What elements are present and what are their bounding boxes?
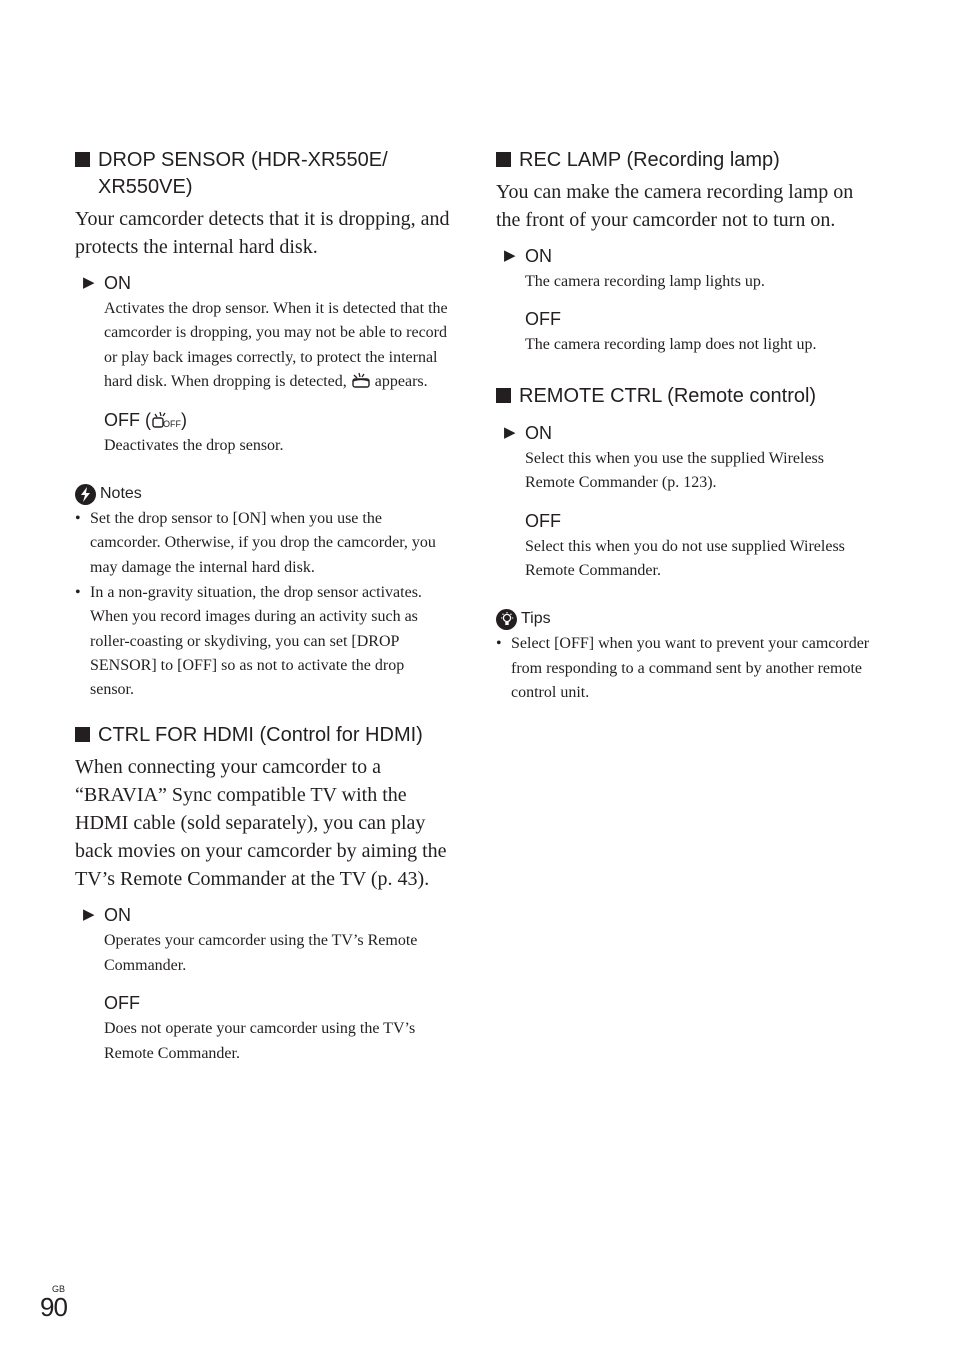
remote-ctrl-options <box>504 422 871 584</box>
tips-heading <box>496 608 871 630</box>
option-label: OFF <box>104 993 140 1014</box>
section-square-icon <box>496 388 511 403</box>
drop-sensor-options <box>83 272 450 458</box>
ctrl-hdmi-heading <box>75 722 450 749</box>
left-column <box>75 147 450 1080</box>
tips-title: Tips <box>521 610 551 628</box>
ctrl-hdmi-off-option <box>83 992 450 1014</box>
drop-sensor-off-option: OFF ( OFF ) <box>104 409 187 430</box>
option-label: ON <box>525 246 552 266</box>
remote-ctrl-off-desc: Select this when you do not use supplied Wireless Remote Commander. <box>525 537 845 580</box>
remote-ctrl-off-option <box>504 510 871 532</box>
notes-section <box>75 483 450 702</box>
notes-title: Notes <box>100 485 142 503</box>
option-label: ON <box>525 422 552 443</box>
section-square-icon <box>75 727 90 742</box>
drop-sensor-section <box>75 147 450 458</box>
page-number: 90 <box>40 1292 67 1322</box>
section-square-icon <box>496 152 511 167</box>
rec-lamp-title: REC LAMP (Recording lamp) <box>519 149 780 171</box>
svg-text:OFF: OFF <box>163 418 181 429</box>
rec-lamp-off-option <box>504 308 871 330</box>
option-label: OFF <box>525 510 561 531</box>
ctrl-hdmi-options <box>83 904 450 1066</box>
ctrl-hdmi-title: CTRL FOR HDMI (Control for HDMI) <box>98 724 423 747</box>
list-item: • Select [OFF] when you want to prevent your camcorder from responding to a command sent by another remote control unit. <box>496 632 871 705</box>
drop-sensor-on-option <box>83 272 450 294</box>
play-triangle-icon: ▶ <box>83 906 95 924</box>
notes-heading <box>75 483 450 505</box>
notes-list <box>75 507 450 702</box>
section-square-icon <box>75 152 90 167</box>
ctrl-hdmi-on-desc: Operates your camcorder using the TV’s Remote Commander. <box>104 932 418 974</box>
drop-sensor-lead: Your camcorder detects that it is dropping, and protects the internal hard disk. <box>75 208 450 258</box>
remote-ctrl-on-desc: Select this when you use the supplied Wireless Remote Commander (p. 123). <box>525 449 825 492</box>
play-triangle-icon: ▶ <box>83 274 95 291</box>
remote-ctrl-section <box>496 383 871 584</box>
region-code: GB <box>52 1284 66 1294</box>
option-label: OFF <box>525 309 561 330</box>
rec-lamp-lead: You can make the camera recording lamp on the front of your camcorder not to turn on. <box>496 181 854 231</box>
remote-ctrl-heading <box>496 383 871 410</box>
remote-ctrl-on-option <box>504 422 871 444</box>
drop-sensor-heading <box>75 147 450 201</box>
play-triangle-icon: ▶ <box>504 423 516 441</box>
drop-sensor-off-icon <box>151 411 181 429</box>
play-triangle-icon: ▶ <box>504 247 516 264</box>
list-item: • In a non-gravity situation, the drop sensor activates. When you record images during an activity such as roller-coasting or skydiving, you can set [DROP SENSOR] to [OFF] so as not to activate the drop sensor. <box>75 581 450 702</box>
list-item: • Set the drop sensor to [ON] when you use the camcorder. Otherwise, if you drop the camcorder, you may damage the internal hard disk. <box>75 507 450 580</box>
drop-sensor-title-line1: DROP SENSOR (HDR-XR550E/ <box>98 149 388 171</box>
tips-lightbulb-icon <box>496 609 517 630</box>
rec-lamp-options <box>504 245 871 358</box>
rec-lamp-on-desc: The camera recording lamp lights up. <box>525 273 765 290</box>
ctrl-hdmi-section <box>75 722 450 1066</box>
option-label: ON <box>104 905 131 926</box>
ctrl-hdmi-on-option <box>83 904 450 926</box>
notes-icon <box>75 484 96 505</box>
rec-lamp-off-desc: The camera recording lamp does not light up. <box>525 336 817 354</box>
right-column <box>496 147 871 725</box>
rec-lamp-section <box>496 147 871 358</box>
ctrl-hdmi-lead: When connecting your camcorder to a “BRAVIA” Sync compatible TV with the HDMI cable (sold separately), you can play back movies on your camcorder by aiming the TV’s Remote Commander at the TV (p. 43). <box>75 756 447 891</box>
drop-sensor-off-desc: Deactivates the drop sensor. <box>104 436 284 454</box>
drop-sensor-on-desc: Activates the drop sensor. When it is detected that the camcorder is dropping, you may not be able to record or play back images correctly, to protect the internal hard disk. When dropping is detected, appears. <box>104 300 448 391</box>
remote-ctrl-title: REMOTE CTRL (Remote control) <box>519 384 817 407</box>
drop-sensor-title-line2: XR550VE) <box>98 176 193 198</box>
rec-lamp-on-option <box>504 245 871 267</box>
drop-sensor-icon <box>351 372 371 388</box>
ctrl-hdmi-off-desc: Does not operate your camcorder using the TV’s Remote Commander. <box>104 1020 416 1062</box>
rec-lamp-heading <box>496 147 871 174</box>
tips-section <box>496 608 871 705</box>
tips-list <box>496 632 871 705</box>
option-label: ON <box>104 273 131 293</box>
